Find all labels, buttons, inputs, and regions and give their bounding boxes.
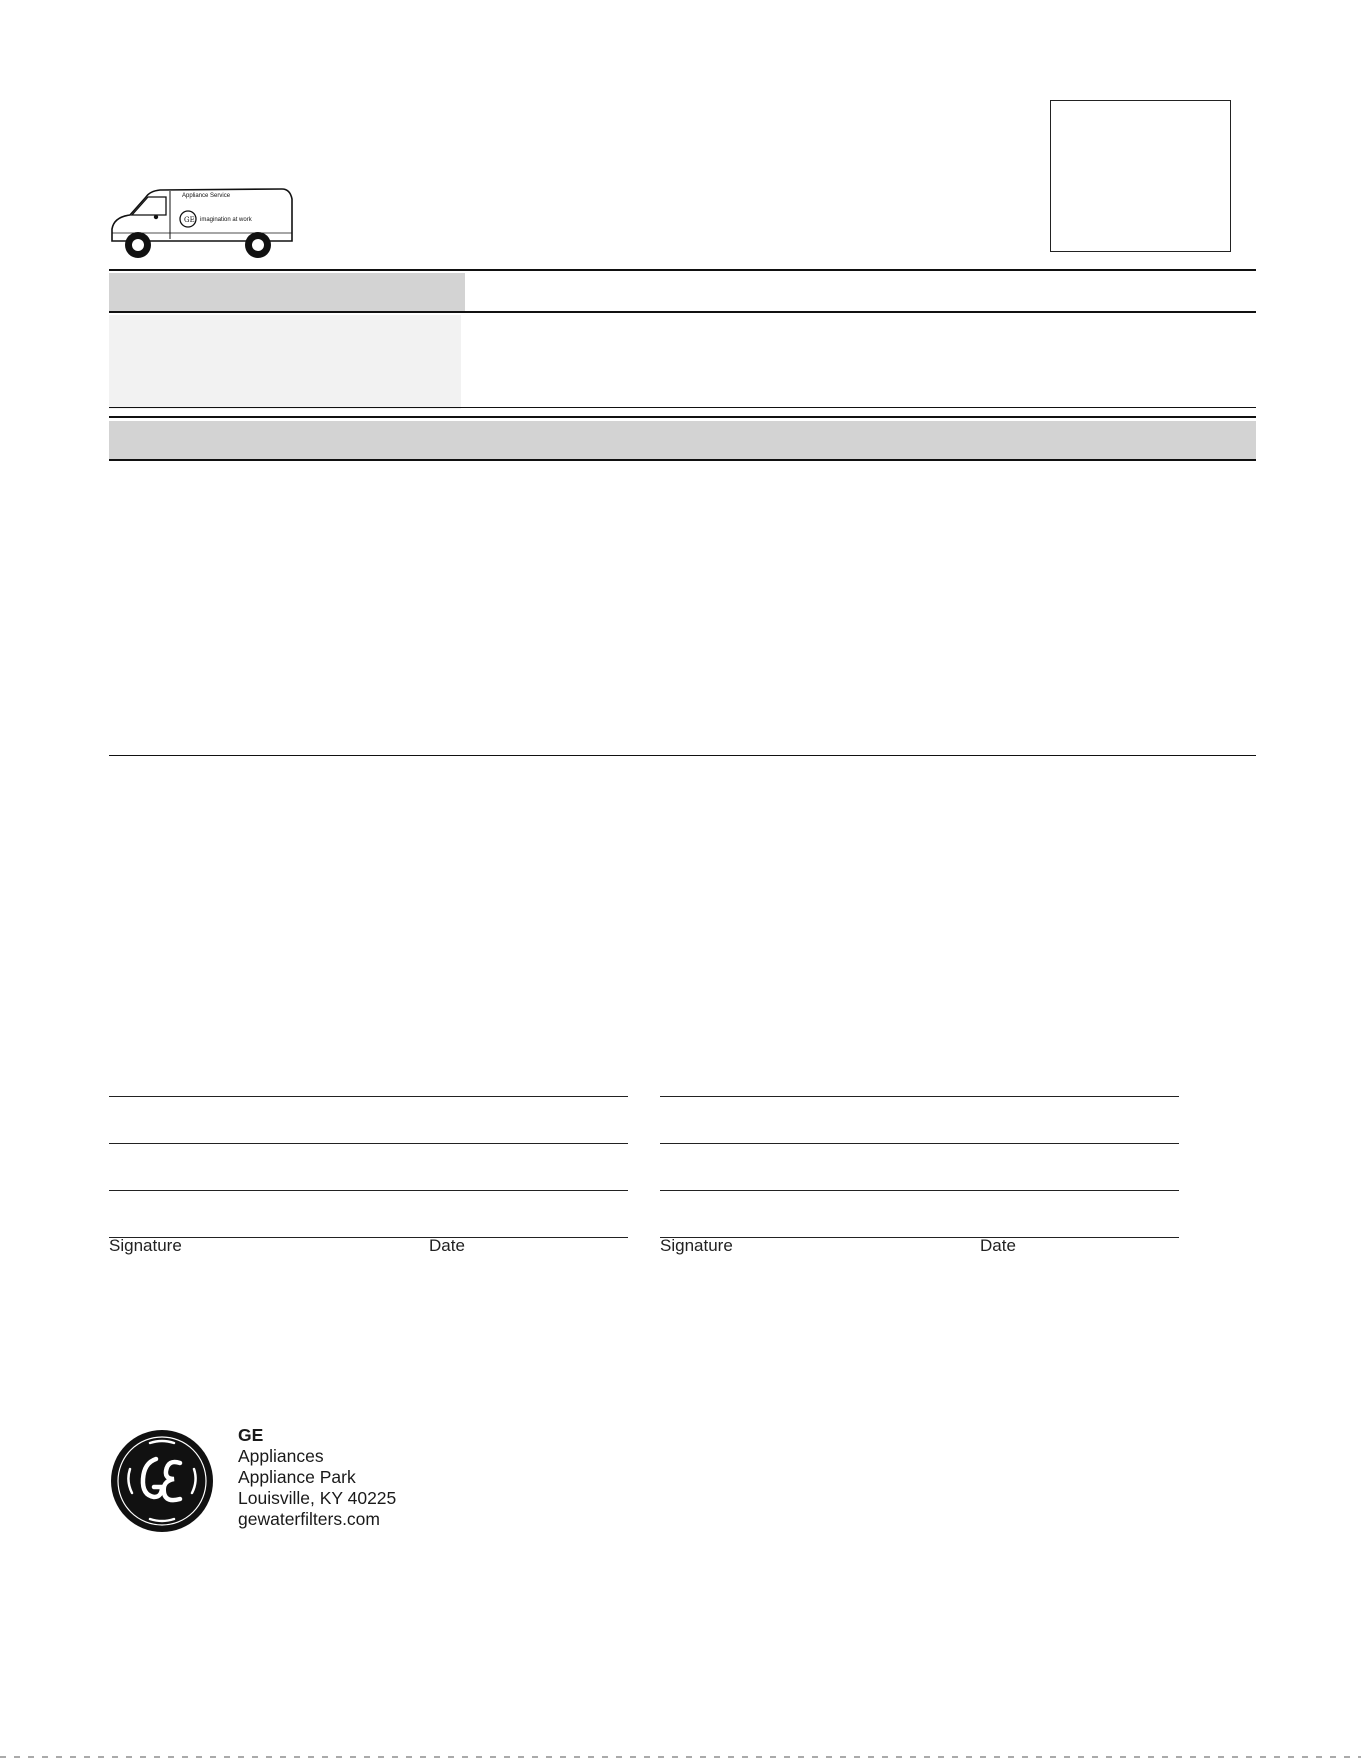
section-band: [109, 421, 1256, 461]
sig-line: [660, 1143, 1179, 1144]
address-line: Appliances: [238, 1446, 324, 1466]
rule-middle: [109, 755, 1256, 756]
photo-box: [1050, 100, 1231, 252]
ge-monogram-icon: [110, 1429, 214, 1533]
sig-line: [660, 1237, 1179, 1238]
company-brand: GE: [238, 1425, 264, 1445]
date-label: Date: [980, 1236, 1016, 1255]
svg-text:imagination at work: imagination at work: [200, 217, 252, 223]
info-panel: [109, 315, 461, 409]
address-line: Louisville, KY 40225: [238, 1488, 397, 1508]
signature-label: Signature: [109, 1236, 182, 1255]
sig-line: [660, 1096, 1179, 1097]
sig-line: [109, 1237, 628, 1238]
rule-band-b: [109, 407, 1256, 408]
sig-line: [660, 1190, 1179, 1191]
date-label: Date: [429, 1236, 465, 1255]
service-van-icon: [108, 183, 296, 263]
header-band: [109, 273, 465, 313]
sig-line: [109, 1096, 628, 1097]
address-line: Appliance Park: [238, 1467, 356, 1487]
website-link[interactable]: gewaterfilters.com: [238, 1509, 380, 1529]
sig-line: [109, 1143, 628, 1144]
company-address: [238, 1425, 396, 1530]
rule-band-a: [109, 311, 1256, 313]
svg-text:Appliance Service: Appliance Service: [182, 193, 231, 199]
sig-line: [109, 1190, 628, 1191]
signature-label: Signature: [660, 1236, 733, 1255]
rule-band-c-bottom: [109, 459, 1256, 461]
svg-text:GE: GE: [184, 216, 195, 224]
rule-band-c-top: [109, 416, 1256, 418]
trim-line: [0, 1756, 1361, 1758]
rule-top: [109, 269, 1256, 271]
